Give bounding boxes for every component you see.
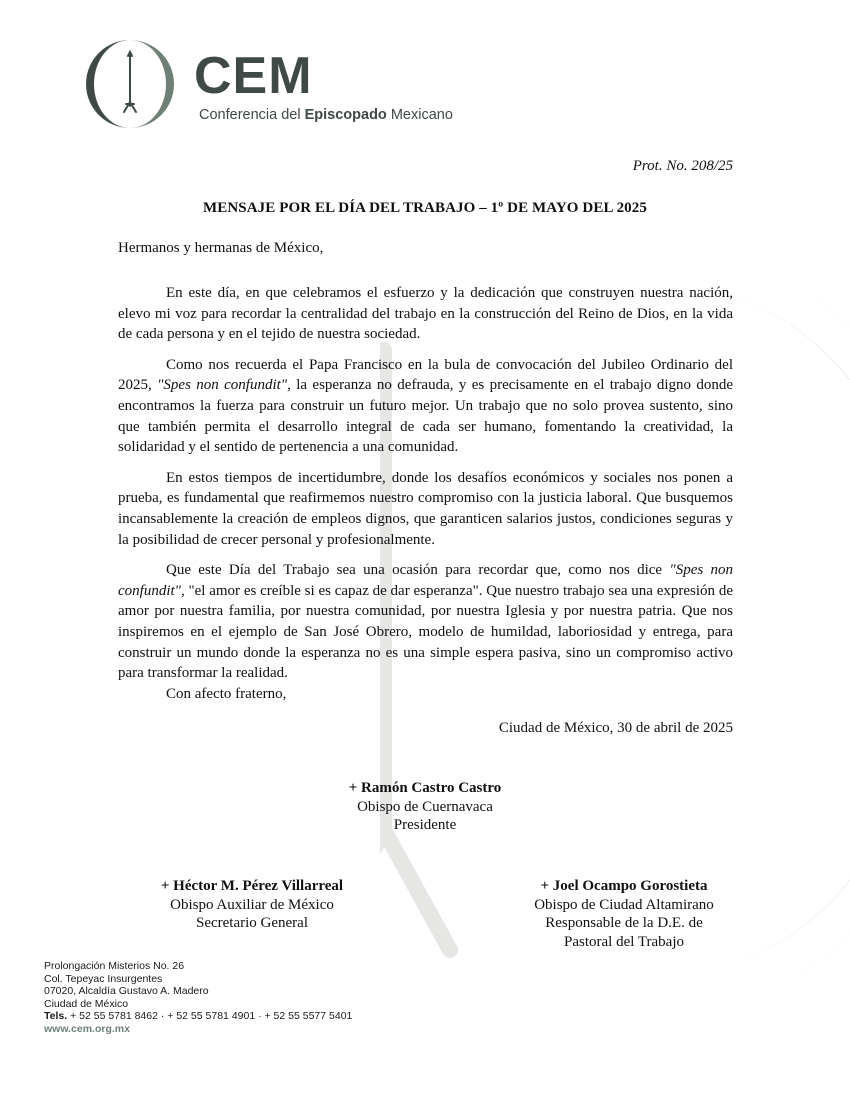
footer-phones bbox=[44, 1010, 352, 1023]
protocol-number: Prot. No. 208/25 bbox=[632, 158, 733, 174]
footer-contact bbox=[44, 960, 352, 1036]
footer-website-link[interactable]: www.cem.org.mx bbox=[44, 1022, 130, 1035]
logo-name-prefix: Conferencia del bbox=[199, 107, 301, 123]
paragraph-2 bbox=[118, 355, 733, 458]
paragraph-4 bbox=[118, 560, 733, 684]
document-title: MENSAJE POR EL DÍA DEL TRABAJO – 1º DE MAYO DEL 2025 bbox=[203, 200, 647, 216]
spes-non-confundit-quote: "Spes non confundit", bbox=[118, 562, 734, 599]
footer-address-line: Prolongación Misterios No. 26 bbox=[44, 960, 185, 972]
logo-acronym: CEM bbox=[194, 47, 313, 105]
paragraph-2-start: Como nos recuerda el Papa Francisco en la bula de convocación del Jubileo Ordinario del 2025, bbox=[118, 356, 733, 394]
logo-name-suffix: Mexicano bbox=[390, 107, 453, 123]
signature-secretary bbox=[112, 877, 392, 933]
signatory-role: Presidente bbox=[393, 817, 457, 833]
place-and-date: Ciudad de México, 30 de abril de 2025 bbox=[498, 720, 733, 736]
signatory-title: Obispo Auxiliar de México bbox=[170, 896, 334, 913]
signature-president bbox=[285, 779, 565, 835]
paragraph-3: En estos tiempos de incertidumbre, donde los desafíos económicos y sociales nos ponen a prueba, es fundamental que reafirmemos nuestro compromiso con la justicia laboral. Que busquemos incansablemente la creación de empleos dignos, que garanticen salarios justos, condiciones seguras y la posibilidad de crecer personal y profesionalmente. bbox=[118, 469, 733, 548]
signature-responsible bbox=[484, 877, 764, 951]
signatory-title: Obispo de Cuernavaca bbox=[357, 798, 493, 815]
phones-label: Tels. bbox=[44, 1010, 68, 1023]
closing: Con afecto fraterno, bbox=[166, 685, 287, 702]
footer-address-line: 07020, Alcaldía Gustavo A. Madero bbox=[44, 985, 209, 998]
salutation: Hermanos y hermanas de México, bbox=[118, 240, 324, 256]
letter-body bbox=[118, 283, 733, 714]
spes-non-confundit-quote: "Spes non confundit", bbox=[157, 377, 291, 394]
paragraph-2-end: la esperanza no defrauda, y es precisamente en el trabajo digno donde encontramos la fuerza para construir un futuro mejor. Un trabajo que no solo provea sustento, sino que también permita el desarrollo integral de cada ser humano, fomentando la creatividad, la solidaridad y el sentido de pertenencia a una comunidad. bbox=[118, 377, 734, 456]
logo-full-name bbox=[199, 107, 453, 123]
signatory-role: Secretario General bbox=[195, 915, 309, 931]
signatory-role-continued: Pastoral del Trabajo bbox=[564, 933, 684, 950]
signatory-name: + Ramón Castro Castro bbox=[348, 780, 502, 796]
paragraph-1: En este día, en que celebramos el esfuerzo y la dedicación que construyen nuestra nación, elevo mi voz para recordar la centralidad del trabajo en la construcción del Reino de Dios, en la vida de cada persona y en el tejido de nuestra sociedad. bbox=[118, 285, 733, 343]
paragraph-4-end: "el amor es creíble si es capaz de dar esperanza". Que nuestro trabajo sea una expresión de amor por nuestra familia, por nuestra comunidad, por nuestra Iglesia y por nuestra patria. Que nos inspiremos en el ejemplo de San José Obrero, modelo de humildad, laboriosidad y entrega, para construir un mundo donde la esperanza no es una simple espera pasiva, sino un compromiso activo para transformar la realidad. bbox=[118, 582, 733, 682]
footer-address-line: Col. Tepeyac Insurgentes bbox=[44, 972, 163, 985]
cem-logo-emblem bbox=[78, 38, 188, 130]
phones-list: + 52 55 5781 8462 · + 52 55 5781 4901 · + 52 55 5577 5401 bbox=[70, 1010, 353, 1023]
signatory-role: Responsable de la D.E. de bbox=[545, 915, 703, 931]
signatory-title: Obispo de Ciudad Altamirano bbox=[534, 896, 714, 913]
signatory-name: + Joel Ocampo Gorostieta bbox=[540, 878, 708, 894]
logo-name-bold: Episcopado bbox=[304, 107, 387, 123]
signatory-name: + Héctor M. Pérez Villarreal bbox=[160, 878, 344, 894]
paragraph-4-start: Que este Día del Trabajo sea una ocasión para recordar que, como nos dice bbox=[166, 562, 670, 579]
footer-address-line: Ciudad de México bbox=[44, 997, 129, 1010]
